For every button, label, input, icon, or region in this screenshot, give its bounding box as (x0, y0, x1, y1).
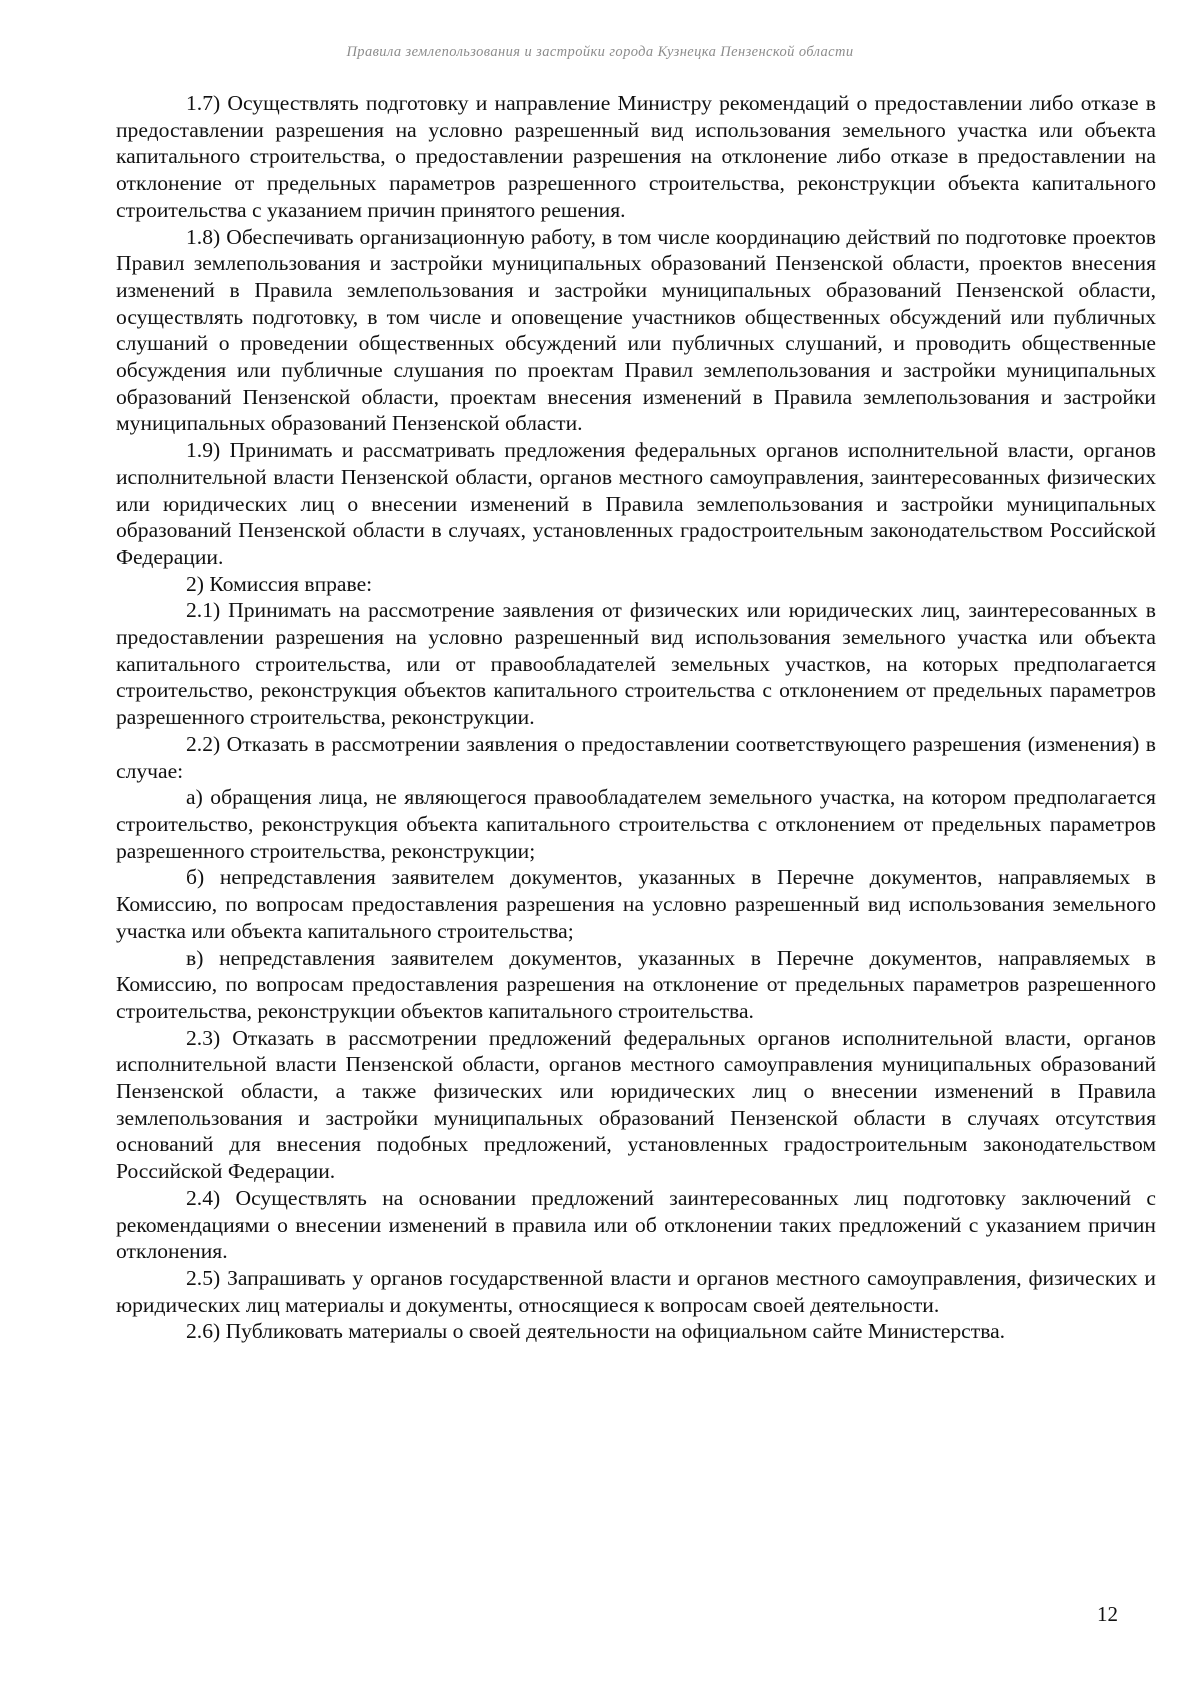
running-header: Правила землепользования и застройки города Кузнецка Пензенской области (346, 44, 854, 60)
document-body (116, 90, 1156, 1345)
paragraph-1-7: 1.7) Осуществлять подготовку и направление Министру рекомендаций о предоставлении либо отказе в предоставлении разрешения на условно разрешенный вид использования земельного участка или объекта капитального строительства, о предоставлении разрешения на отклонение либо отказе в предоставлении на отклонение от предельных параметров разрешенного строительства, реконструкции объекта капитального строительства с указанием причин принятого решения. (116, 91, 1156, 222)
page-number: 12 (1097, 1602, 1118, 1626)
paragraph-2-6: 2.6) Публиковать материалы о своей деятельности на официальном сайте Министерства. (186, 1319, 1006, 1344)
paragraph-2-2: 2.2) Отказать в рассмотрении заявления о предоставлении соответствующего разрешения (изменения) в случае: (116, 731, 1156, 783)
paragraph-2-2-v: в) непредставления заявителем документов, указанных в Перечне документов, направляемых в Комиссию, по вопросам предоставления разрешения на отклонение от предельных параметров разрешенного строительства, реконструкции объектов капитального строительства. (116, 945, 1156, 1023)
paragraph-2-1: 2.1) Принимать на рассмотрение заявления от физических или юридических лиц, заинтересованных в предоставлении разрешения на условно разрешенный вид использования земельного участка или объекта капитального строительства, или от правообладателей земельных участков, на которых предполагается строительство, реконструкция объектов капитального строительства с отклонением от предельных параметров разрешенного строительства, реконструкции. (116, 598, 1156, 730)
paragraph-2-2-a: а) обращения лица, не являющегося правообладателем земельного участка, на котором предполагается строительство, реконструкция объекта капитального строительства с отклонением от предельных параметров разрешенного строительства, реконструкции; (116, 785, 1156, 863)
paragraph-2-2-b: б) непредставления заявителем документов, указанных в Перечне документов, направляемых в Комиссию, по вопросам предоставления разрешения на условно разрешенный вид использования земельного участка или объекта капитального строительства; (116, 865, 1156, 943)
paragraph-2-4: 2.4) Осуществлять на основании предложений заинтересованных лиц подготовку заключений с рекомендациями о внесении изменений в правила или об отклонении таких предложений с указанием причин отклонения. (116, 1185, 1156, 1264)
paragraph-1-9: 1.9) Принимать и рассматривать предложения федеральных органов исполнительной власти, органов исполнительной власти Пензенской области, органов местного самоуправления, заинтересованных физических или юридических лиц о внесении изменений в Правила землепользования и застройки муниципальных образований Пензенской области в случаях, установленных градостроительным законодательством Российской Федерации. (116, 438, 1156, 569)
paragraph-1-8: 1.8) Обеспечивать организационную работу, в том числе координацию действий по подготовке проектов Правил землепользования и застройки муниципальных образований Пензенской области, проектов внесения изменений в Правила землепользования и застройки муниципальных образований Пензенской области, осуществлять подготовку, в том числе и оповещение участников общественных обсуждений или публичных слушаний о проведении общественных обсуждений или публичных слушаний, и проводить общественные обсуждения или публичные слушания по проектам Правил землепользования и застройки муниципальных образований Пензенской области, проектам внесения изменений в Правила землепользования и застройки муниципальных образований Пензенской области. (116, 224, 1156, 436)
paragraph-2-3: 2.3) Отказать в рассмотрении предложений федеральных органов исполнительной власти, органов исполнительной власти Пензенской области, органов местного самоуправления муниципальных образований Пензенской области, а также физических или юридических лиц о внесении изменений в Правила землепользования и застройки муниципальных образований Пензенской области в случаях отсутствия оснований для внесения подобных предложений, установленных градостроительным законодательством Российской Федерации. (116, 1025, 1156, 1184)
paragraph-2: 2) Комиссия вправе: (186, 571, 373, 596)
paragraph-2-5: 2.5) Запрашивать у органов государственной власти и органов местного самоуправления, физических и юридических лиц материалы и документы, относящиеся к вопросам своей деятельности. (116, 1265, 1156, 1317)
